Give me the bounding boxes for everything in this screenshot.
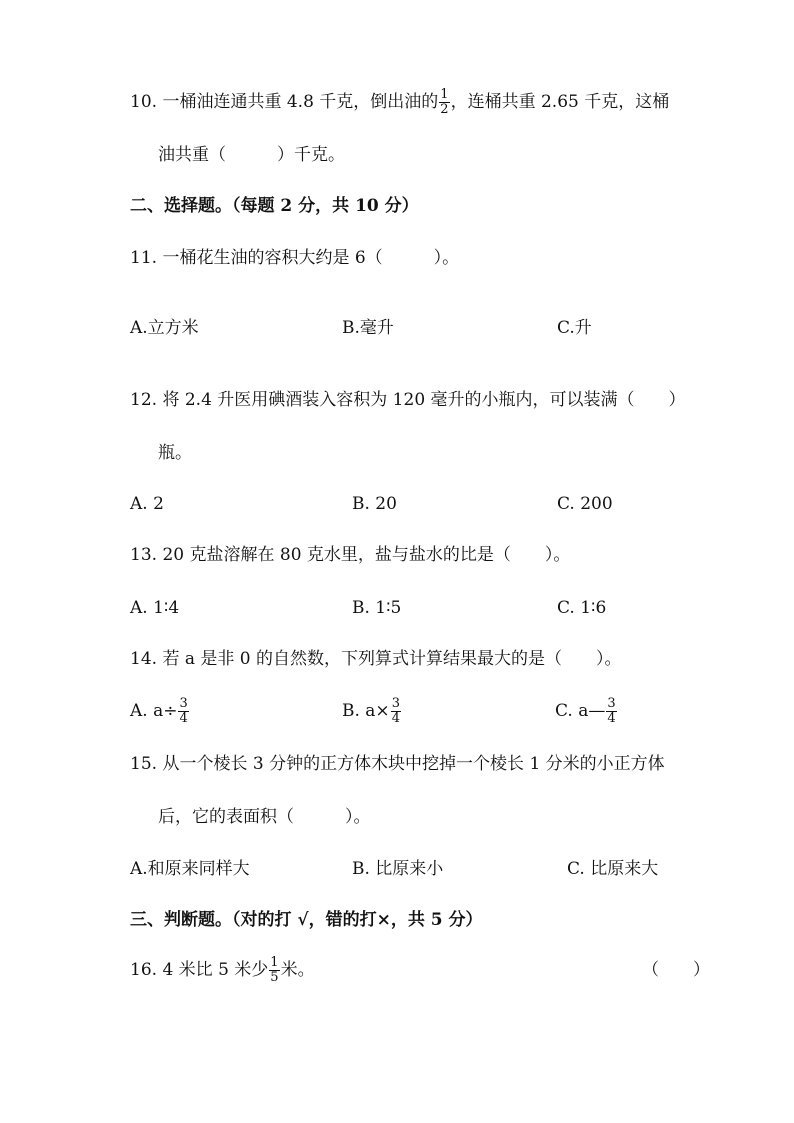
q12-stem2: 瓶。 bbox=[158, 443, 192, 463]
q13-option-b[interactable]: B. 1∶5 bbox=[352, 598, 402, 618]
q14-option-a[interactable] bbox=[130, 697, 190, 726]
q14-option-a-prefix: A. a÷ bbox=[130, 701, 178, 721]
q15-option-a[interactable]: A.和原来同样大 bbox=[130, 859, 250, 879]
q16-text-a: 16. 4 米比 5 米少 bbox=[130, 960, 269, 980]
q15-option-c[interactable]: C. 比原来大 bbox=[567, 859, 659, 879]
q12-option-b[interactable]: B. 20 bbox=[352, 494, 397, 514]
q11-stem: 11. 一桶花生油的容积大约是 6（ ）。 bbox=[130, 248, 460, 268]
q13-option-a[interactable]: A. 1∶4 bbox=[130, 598, 180, 618]
q13-stem: 13. 20 克盐溶解在 80 克水里，盐与盐水的比是（ ）。 bbox=[130, 545, 571, 565]
q14-c-frac-num: 3 bbox=[607, 696, 616, 711]
q14-option-b[interactable] bbox=[342, 697, 402, 726]
q10-line2: 油共重（ ）千克。 bbox=[158, 145, 345, 165]
q14-a-frac-num: 3 bbox=[179, 696, 188, 711]
q10-text-b: ，连桶共重 2.65 千克，这桶 bbox=[450, 92, 670, 112]
section2-title: 二、选择题。（每题 2 分，共 10 分） bbox=[130, 196, 419, 216]
q12-option-a[interactable]: A. 2 bbox=[130, 494, 164, 514]
q10-frac-den: 2 bbox=[440, 102, 449, 117]
q14-c-frac-den: 4 bbox=[607, 711, 616, 726]
q10-line1 bbox=[130, 88, 669, 117]
q16-text-b: 米。 bbox=[280, 960, 315, 980]
q14-stem: 14. 若 a 是非 0 的自然数，下列算式计算结果最大的是（ ）。 bbox=[130, 649, 622, 669]
q14-option-c-fraction bbox=[606, 697, 616, 726]
q16-answer-bracket[interactable]: （ ） bbox=[642, 960, 710, 980]
q14-option-a-fraction bbox=[178, 697, 188, 726]
q12-stem: 12. 将 2.4 升医用碘酒装入容积为 120 毫升的小瓶内，可以装满（ ） bbox=[130, 390, 686, 410]
q14-option-c[interactable] bbox=[555, 697, 618, 726]
q11-option-b[interactable]: B.毫升 bbox=[342, 318, 394, 338]
q14-a-frac-den: 4 bbox=[179, 711, 188, 726]
q16-frac-num: 1 bbox=[270, 955, 279, 970]
q14-option-b-prefix: B. a× bbox=[342, 701, 390, 721]
q15-stem2: 后，它的表面积（ ）。 bbox=[158, 807, 371, 827]
q15-stem: 15. 从一个棱长 3 分钟的正方体木块中挖掉一个棱长 1 分米的小正方体 bbox=[130, 754, 665, 774]
q10-text-a: 10. 一桶油连通共重 4.8 千克，倒出油的 bbox=[130, 92, 439, 112]
q11-option-a[interactable]: A.立方米 bbox=[130, 318, 199, 338]
q13-option-c[interactable]: C. 1∶6 bbox=[557, 598, 607, 618]
q16-frac-den: 5 bbox=[270, 970, 279, 985]
q14-b-frac-num: 3 bbox=[391, 696, 400, 711]
q10-fraction bbox=[439, 88, 449, 117]
q14-b-frac-den: 4 bbox=[391, 711, 400, 726]
q11-option-c[interactable]: C.升 bbox=[557, 318, 592, 338]
section3-title: 三、判断题。（对的打 √，错的打×，共 5 分） bbox=[130, 910, 483, 930]
q15-option-b[interactable]: B. 比原来小 bbox=[352, 859, 444, 879]
q14-option-c-prefix: C. a— bbox=[555, 701, 606, 721]
q16-fraction bbox=[269, 956, 279, 985]
q12-option-c[interactable]: C. 200 bbox=[557, 494, 613, 514]
q16-stem bbox=[130, 956, 315, 985]
q10-frac-num: 1 bbox=[440, 87, 449, 102]
q14-option-b-fraction bbox=[391, 697, 401, 726]
